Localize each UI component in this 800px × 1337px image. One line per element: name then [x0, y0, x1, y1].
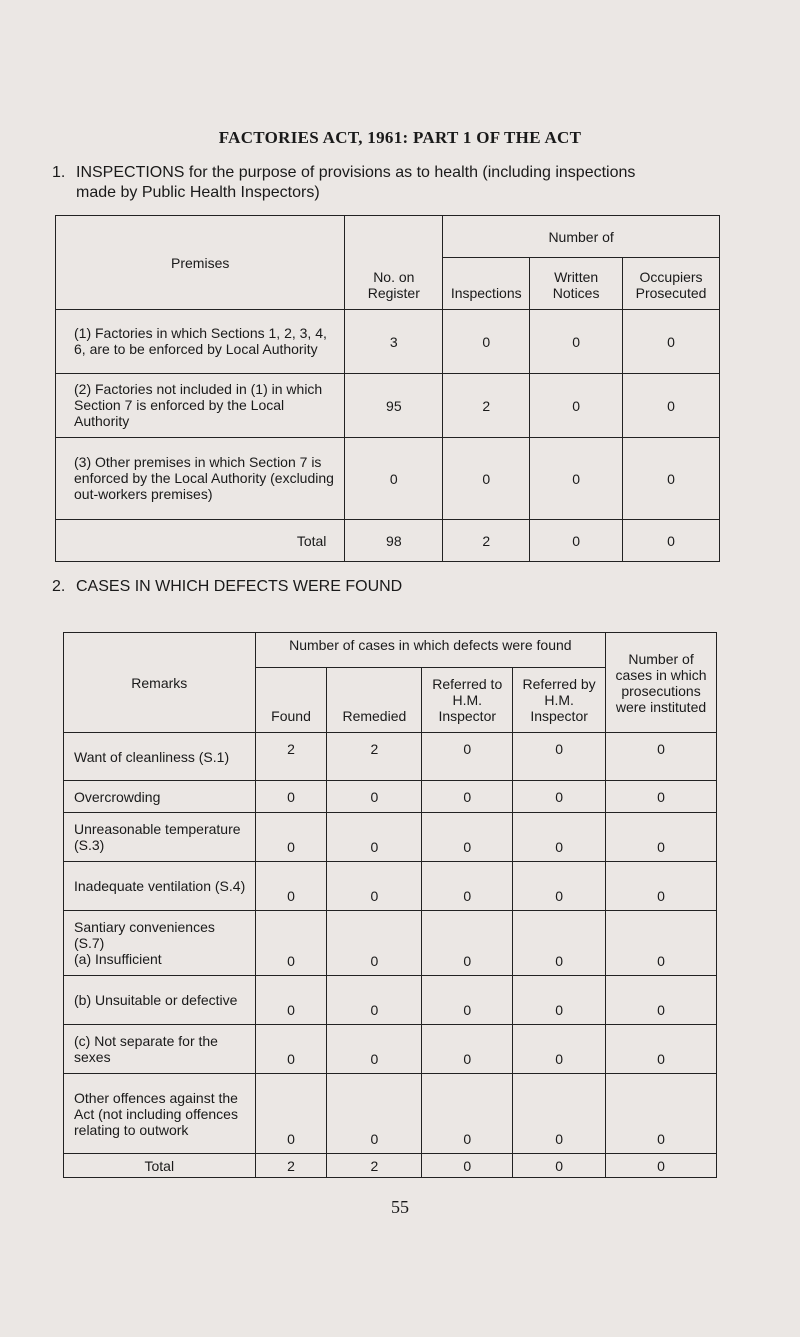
page-number: 55	[391, 1197, 409, 1217]
table-row	[64, 733, 717, 781]
header-remarks: Remarks	[64, 633, 256, 733]
inspections-cell: 0	[443, 310, 530, 374]
header-no-on-register: No. on Register	[345, 216, 443, 310]
header-premises: Premises	[56, 216, 345, 310]
page-title: FACTORIES ACT, 1961: PART 1 OF THE ACT	[218, 128, 582, 147]
total-label: Total	[56, 520, 345, 562]
total-prosecuted: 0	[623, 520, 720, 562]
referred-by-cell: 0	[513, 733, 606, 781]
header-written-notices: Written Notices	[530, 258, 623, 310]
prosecutions-cell: 0	[606, 911, 717, 976]
referred-to-cell: 0	[422, 911, 513, 976]
header-occupiers-prosecuted: Occupiers Prosecuted	[623, 258, 720, 310]
prosecutions-cell: 0	[606, 862, 717, 911]
remark-cell: (b) Unsuitable or defective	[64, 976, 256, 1025]
header-inspections: Inspections	[443, 258, 530, 310]
inspections-cell: 2	[443, 374, 530, 438]
remedied-cell: 0	[327, 976, 422, 1025]
header-remedied: Remedied	[327, 668, 422, 733]
referred-to-cell: 0	[422, 1074, 513, 1154]
section-1-heading-line1: INSPECTIONS for the purpose of provisions as to health (including inspections	[76, 164, 636, 181]
total-found: 2	[255, 1154, 327, 1178]
section-1-number: 1.	[52, 164, 66, 181]
found-cell: 0	[255, 781, 327, 813]
referred-by-cell: 0	[513, 911, 606, 976]
referred-by-cell: 0	[513, 781, 606, 813]
register-cell: 3	[345, 310, 443, 374]
remedied-cell: 0	[327, 862, 422, 911]
prosecuted-cell: 0	[623, 374, 720, 438]
section-2-heading-text: CASES IN WHICH DEFECTS WERE FOUND	[76, 578, 403, 595]
inspections-table	[55, 215, 720, 562]
header-referred-to: Referred to H.M. Inspector	[422, 668, 513, 733]
table-row	[64, 911, 717, 976]
remedied-cell: 0	[327, 1025, 422, 1074]
table-row	[64, 862, 717, 911]
premises-cell: (1) Factories in which Sections 1, 2, 3, 4, 6, are to be enforced by Local Authority	[56, 310, 345, 374]
prosecutions-cell: 0	[606, 976, 717, 1025]
header-prosecutions: Number of cases in which prosecutions were instituted	[606, 633, 717, 733]
total-remedied: 2	[327, 1154, 422, 1178]
remedied-cell: 0	[327, 1074, 422, 1154]
prosecuted-cell: 0	[623, 310, 720, 374]
table-row	[64, 813, 717, 862]
total-prosecutions: 0	[606, 1154, 717, 1178]
table-row	[64, 976, 717, 1025]
remark-cell: Overcrowding	[64, 781, 256, 813]
section-2-number: 2.	[52, 578, 66, 595]
referred-to-cell: 0	[422, 733, 513, 781]
referred-by-cell: 0	[513, 1074, 606, 1154]
premises-cell: (2) Factories not included in (1) in which Section 7 is enforced by the Local Authority	[56, 374, 345, 438]
referred-by-cell: 0	[513, 976, 606, 1025]
total-row	[64, 1154, 717, 1178]
found-cell: 0	[255, 911, 327, 976]
found-cell: 0	[255, 862, 327, 911]
section-2-heading	[52, 577, 752, 597]
prosecuted-cell: 0	[623, 438, 720, 520]
referred-to-cell: 0	[422, 781, 513, 813]
register-cell: 0	[345, 438, 443, 520]
found-cell: 0	[255, 1025, 327, 1074]
referred-by-cell: 0	[513, 813, 606, 862]
total-referred-by: 0	[513, 1154, 606, 1178]
referred-to-cell: 0	[422, 976, 513, 1025]
register-cell: 95	[345, 374, 443, 438]
found-cell: 2	[255, 733, 327, 781]
remedied-cell: 0	[327, 813, 422, 862]
header-number-of-cases: Number of cases in which defects were found	[255, 633, 605, 668]
referred-to-cell: 0	[422, 813, 513, 862]
section-1-heading-line2: made by Public Health Inspectors)	[76, 184, 320, 201]
referred-by-cell: 0	[513, 862, 606, 911]
remark-cell: Other offences against the Act (not including offences relating to outwork	[64, 1074, 256, 1154]
found-cell: 0	[255, 976, 327, 1025]
remedied-cell: 0	[327, 911, 422, 976]
prosecutions-cell: 0	[606, 733, 717, 781]
premises-cell: (3) Other premises in which Section 7 is enforced by the Local Authority (excluding out-workers premises)	[56, 438, 345, 520]
remark-line: (a) Insufficient	[74, 951, 162, 967]
total-row	[56, 520, 720, 562]
table-row	[56, 374, 720, 438]
notices-cell: 0	[530, 438, 623, 520]
table-row	[64, 1025, 717, 1074]
found-cell: 0	[255, 1074, 327, 1154]
prosecutions-cell: 0	[606, 1074, 717, 1154]
remark-cell: Inadequate ventilation (S.4)	[64, 862, 256, 911]
notices-cell: 0	[530, 374, 623, 438]
prosecutions-cell: 0	[606, 813, 717, 862]
referred-by-cell: 0	[513, 1025, 606, 1074]
remark-line: Santiary conveniences (S.7)	[74, 919, 215, 951]
remedied-cell: 0	[327, 781, 422, 813]
referred-to-cell: 0	[422, 1025, 513, 1074]
notices-cell: 0	[530, 310, 623, 374]
remark-cell: Want of cleanliness (S.1)	[64, 733, 256, 781]
header-found: Found	[255, 668, 327, 733]
prosecutions-cell: 0	[606, 1025, 717, 1074]
table-row	[56, 310, 720, 374]
remedied-cell: 2	[327, 733, 422, 781]
prosecutions-cell: 0	[606, 781, 717, 813]
total-register: 98	[345, 520, 443, 562]
defects-table	[63, 632, 717, 1178]
total-label: Total	[64, 1154, 256, 1178]
inspections-cell: 0	[443, 438, 530, 520]
remark-cell: Unreasonable temperature (S.3)	[64, 813, 256, 862]
table-row	[64, 1074, 717, 1154]
total-referred-to: 0	[422, 1154, 513, 1178]
header-referred-by: Referred by H.M. Inspector	[513, 668, 606, 733]
remark-cell	[64, 911, 256, 976]
table-row	[56, 438, 720, 520]
total-notices: 0	[530, 520, 623, 562]
section-1-heading	[52, 163, 742, 203]
remark-cell: (c) Not separate for the sexes	[64, 1025, 256, 1074]
found-cell: 0	[255, 813, 327, 862]
total-inspections: 2	[443, 520, 530, 562]
table-row	[64, 781, 717, 813]
header-number-of: Number of	[443, 216, 720, 258]
referred-to-cell: 0	[422, 862, 513, 911]
